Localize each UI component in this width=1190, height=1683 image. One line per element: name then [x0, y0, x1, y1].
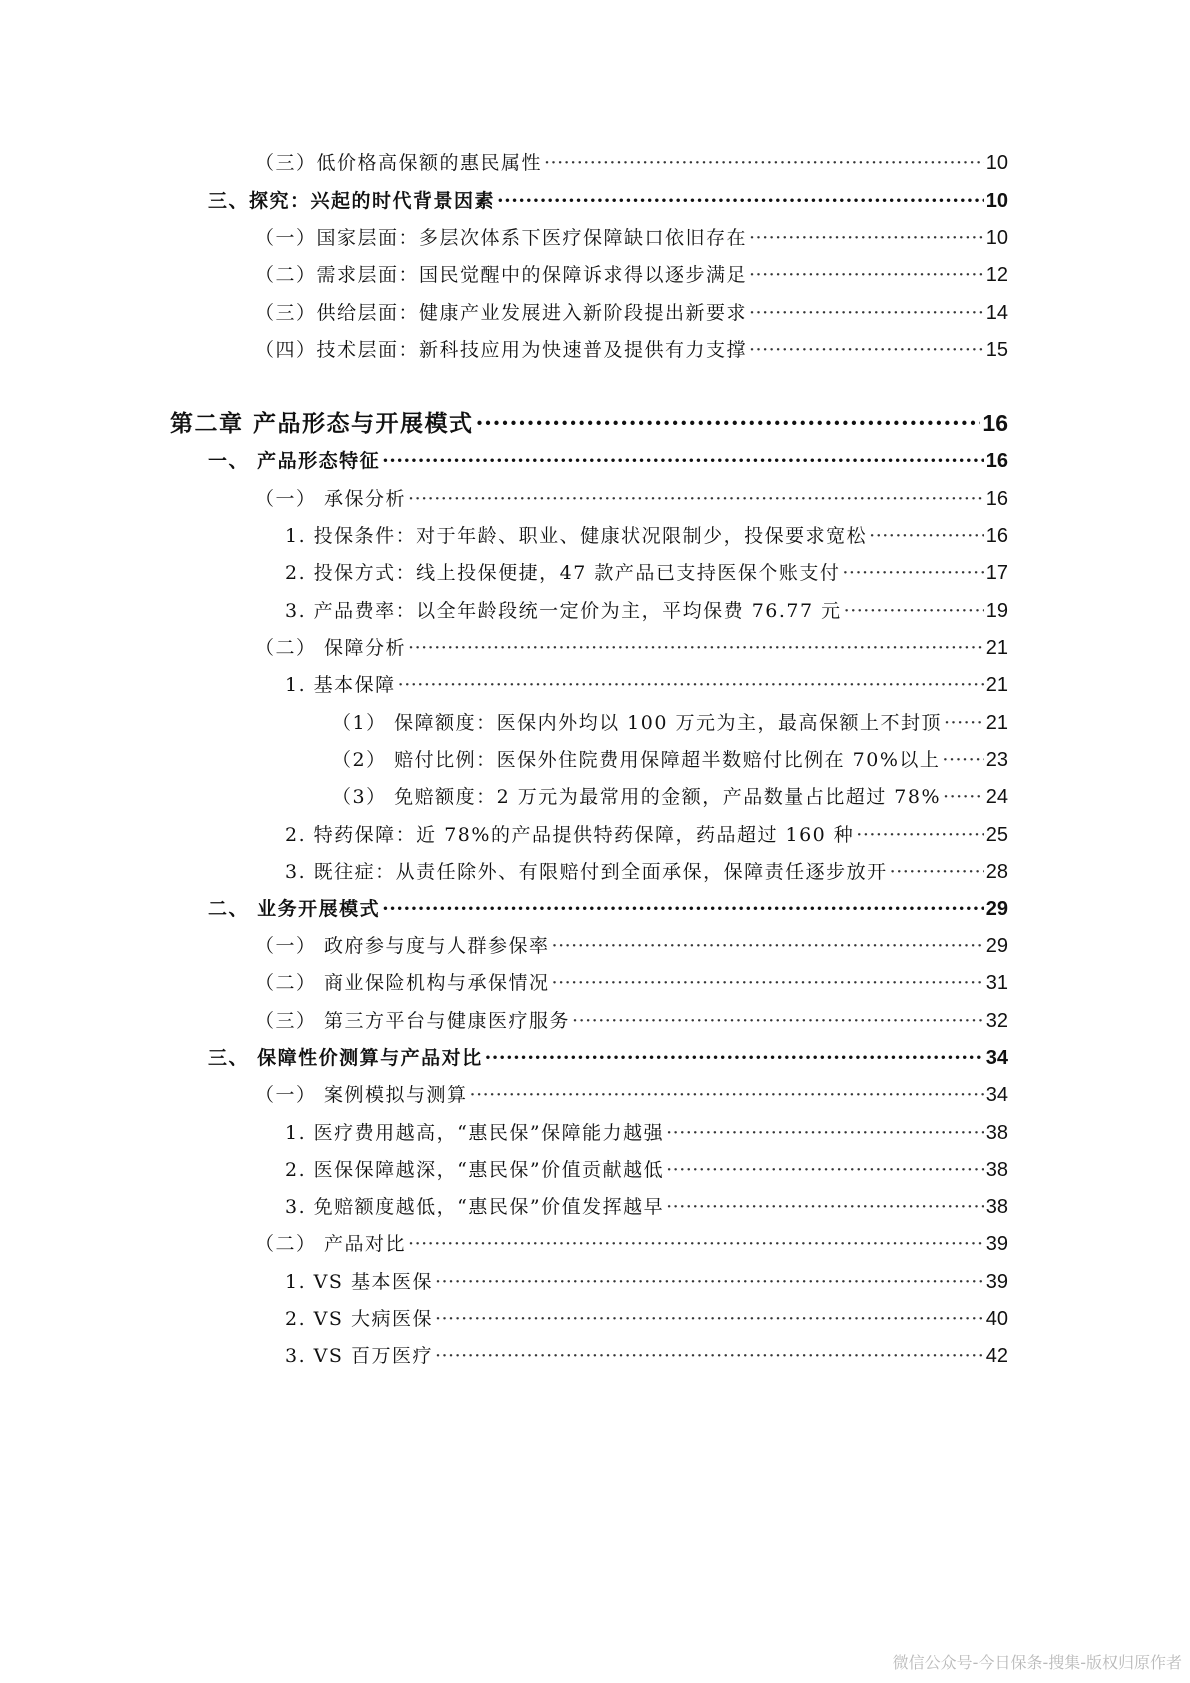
toc-entry[interactable] [285, 558, 1008, 585]
toc-page-number: 38 [985, 1159, 1008, 1181]
toc-page-number: 39 [985, 1233, 1008, 1255]
toc-page-number: 38 [985, 1122, 1008, 1144]
toc-entry[interactable] [255, 1229, 1008, 1256]
toc-entry-label: （二） 保障分析 [255, 637, 407, 659]
toc-entry[interactable] [332, 745, 1008, 772]
toc-page-number: 21 [985, 712, 1008, 734]
toc-entry-label: （2） 赔付比例：医保外住院费用保障超半数赔付比例在 70%以上 [332, 749, 941, 771]
toc-entry-label: 三、 保障性价测算与产品对比 [208, 1047, 483, 1069]
toc-leader-dots [476, 410, 981, 437]
toc-leader-dots [552, 972, 984, 994]
toc-leader-dots [382, 450, 984, 472]
toc-page-number: 10 [985, 152, 1008, 174]
toc-entry-label: （三）供给层面：健康产业发展进入新阶段提出新要求 [255, 302, 748, 324]
toc-page-number: 10 [985, 190, 1008, 212]
toc-leader-dots [435, 1308, 984, 1330]
toc-leader-dots [408, 1233, 984, 1255]
toc-entry[interactable] [208, 186, 1008, 213]
toc-page-number: 32 [985, 1010, 1008, 1032]
toc-entry[interactable] [285, 1267, 1008, 1294]
toc-entry[interactable] [255, 931, 1008, 958]
toc-leader-dots [470, 1084, 984, 1106]
toc-entry[interactable] [208, 1043, 1008, 1070]
toc-entry-label: 三、探究：兴起的时代背景因素 [208, 190, 496, 212]
toc-leader-dots [435, 1271, 984, 1293]
toc-entry-label: （1） 保障额度：医保内外均以 100 万元为主，最高保额上不封顶 [332, 712, 942, 734]
toc-entry-label: （二）需求层面：国民觉醒中的保障诉求得以逐步满足 [255, 264, 748, 286]
watermark: 微信公众号-今日保条-搜集-版权归原作者 [892, 1653, 1182, 1672]
toc-page-number: 15 [985, 339, 1008, 361]
toc-leader-dots [944, 712, 984, 734]
toc-page-number: 16 [985, 450, 1008, 472]
toc-entry-label: （一） 政府参与度与人群参保率 [255, 935, 550, 957]
toc-leader-dots [749, 264, 984, 286]
toc-leader-dots [869, 525, 984, 547]
toc-leader-dots [398, 674, 984, 696]
toc-page-number: 10 [985, 227, 1008, 249]
toc-leader-dots [666, 1196, 984, 1218]
toc-entry[interactable] [255, 148, 1008, 175]
toc-page-number: 28 [985, 861, 1008, 883]
toc-leader-dots [844, 600, 984, 622]
toc-entry-label: 1. VS 基本医保 [285, 1271, 433, 1293]
toc-entry[interactable] [170, 405, 1008, 438]
toc-page-number: 29 [985, 898, 1008, 920]
toc-entry-label: 3. 免赔额度越低，“惠民保”价值发挥越早 [285, 1196, 665, 1218]
toc-entry-label: （二） 商业保险机构与承保情况 [255, 972, 550, 994]
toc-entry[interactable] [285, 857, 1008, 884]
toc-page-number: 34 [985, 1047, 1008, 1069]
toc-entry-label: 2. 投保方式：线上投保便捷，47 款产品已支持医保个账支付 [285, 562, 841, 584]
toc-entry[interactable] [255, 633, 1008, 660]
toc-leader-dots [408, 637, 984, 659]
toc-page-number: 38 [985, 1196, 1008, 1218]
toc-page-number: 21 [985, 674, 1008, 696]
toc-entry[interactable] [285, 1155, 1008, 1182]
toc-leader-dots [749, 302, 984, 324]
toc-page-number: 14 [985, 302, 1008, 324]
toc-entry[interactable] [255, 298, 1008, 325]
toc-page-number: 24 [985, 786, 1008, 808]
toc-leader-dots [544, 152, 984, 174]
toc-page-number: 19 [985, 600, 1008, 622]
toc-leader-dots [435, 1345, 984, 1367]
toc-entry[interactable] [285, 670, 1008, 697]
toc-entry-label: （四）技术层面：新科技应用为快速普及提供有力支撑 [255, 339, 748, 361]
toc-page-number: 12 [985, 264, 1008, 286]
toc-entry[interactable] [285, 521, 1008, 548]
toc-entry-label: （一） 案例模拟与测算 [255, 1084, 468, 1106]
toc-entry[interactable] [285, 1118, 1008, 1145]
toc-entry-label: 3. 既往症：从责任除外、有限赔付到全面承保，保障责任逐步放开 [285, 861, 888, 883]
toc-page-number: 29 [985, 935, 1008, 957]
toc-entry-label: 1. 投保条件：对于年龄、职业、健康状况限制少，投保要求宽松 [285, 525, 868, 547]
toc-leader-dots [842, 562, 983, 584]
toc-entry-label: （三）低价格高保额的惠民属性 [255, 152, 543, 174]
toc-page-number: 16 [985, 488, 1008, 510]
toc-leader-dots [382, 898, 984, 920]
toc-entry-label: 第二章 产品形态与开展模式 [170, 410, 474, 437]
toc-page-number: 39 [985, 1271, 1008, 1293]
toc-page-number: 31 [985, 972, 1008, 994]
toc-entry[interactable] [332, 708, 1008, 735]
toc-entry[interactable] [285, 1341, 1008, 1368]
toc-entry[interactable] [255, 968, 1008, 995]
toc-entry[interactable] [255, 1080, 1008, 1107]
toc-page-number: 34 [985, 1084, 1008, 1106]
toc-page-number: 17 [985, 562, 1008, 584]
toc-entry[interactable] [285, 1192, 1008, 1219]
toc-entry[interactable] [255, 484, 1008, 511]
toc-leader-dots [408, 488, 984, 510]
toc-page-number: 40 [985, 1308, 1008, 1330]
toc-leader-dots [942, 749, 983, 771]
toc-entry[interactable] [208, 446, 1008, 473]
toc-leader-dots [485, 1047, 984, 1069]
toc-page-number: 23 [985, 749, 1008, 771]
toc-entry-label: 3. 产品费率：以全年龄段统一定价为主，平均保费 76.77 元 [285, 600, 842, 622]
toc-page-number: 16 [982, 410, 1008, 436]
toc-entry-label: （一） 承保分析 [255, 488, 407, 510]
toc-entry[interactable] [255, 1006, 1008, 1033]
toc-leader-dots [890, 861, 984, 883]
toc-leader-dots [943, 786, 984, 808]
toc-entry-label: 1. 医疗费用越高，“惠民保”保障能力越强 [285, 1122, 665, 1144]
toc-entry-label: 2. 特药保障：近 78%的产品提供特药保障，药品超过 160 种 [285, 824, 855, 846]
toc-entry[interactable] [208, 894, 1008, 921]
toc-entry[interactable] [332, 782, 1008, 809]
toc-entry[interactable] [255, 335, 1008, 362]
toc-leader-dots [552, 935, 984, 957]
toc-entry[interactable] [285, 820, 1008, 847]
toc-leader-dots [856, 824, 983, 846]
toc-entry-label: 一、 产品形态特征 [208, 450, 381, 472]
toc-page-number: 16 [985, 525, 1008, 547]
toc-entry-label: 2. VS 大病医保 [285, 1308, 433, 1330]
toc-leader-dots [749, 227, 984, 249]
toc-entry[interactable] [255, 260, 1008, 287]
toc-entry[interactable] [255, 223, 1008, 250]
toc-entry-label: （3） 免赔额度：2 万元为最常用的金额，产品数量占比超过 78% [332, 786, 942, 808]
toc-entry-label: 二、 业务开展模式 [208, 898, 381, 920]
toc-leader-dots [666, 1122, 984, 1144]
toc-page-number: 21 [985, 637, 1008, 659]
toc-leader-dots [572, 1010, 984, 1032]
toc-entry-label: （一）国家层面：多层次体系下医疗保障缺口依旧存在 [255, 227, 748, 249]
toc-entry[interactable] [285, 1304, 1008, 1331]
toc-page-number: 25 [985, 824, 1008, 846]
toc-entry-label: （二） 产品对比 [255, 1233, 407, 1255]
toc-entry-label: 2. 医保保障越深，“惠民保”价值贡献越低 [285, 1159, 665, 1181]
toc-leader-dots [497, 190, 984, 212]
toc-leader-dots [666, 1159, 984, 1181]
toc-leader-dots [749, 339, 984, 361]
toc-page-number: 42 [985, 1345, 1008, 1367]
toc-entry-label: （三） 第三方平台与健康医疗服务 [255, 1010, 571, 1032]
toc-entry-label: 1. 基本保障 [285, 674, 396, 696]
toc-entry-label: 3. VS 百万医疗 [285, 1345, 433, 1367]
toc-entry[interactable] [285, 596, 1008, 623]
